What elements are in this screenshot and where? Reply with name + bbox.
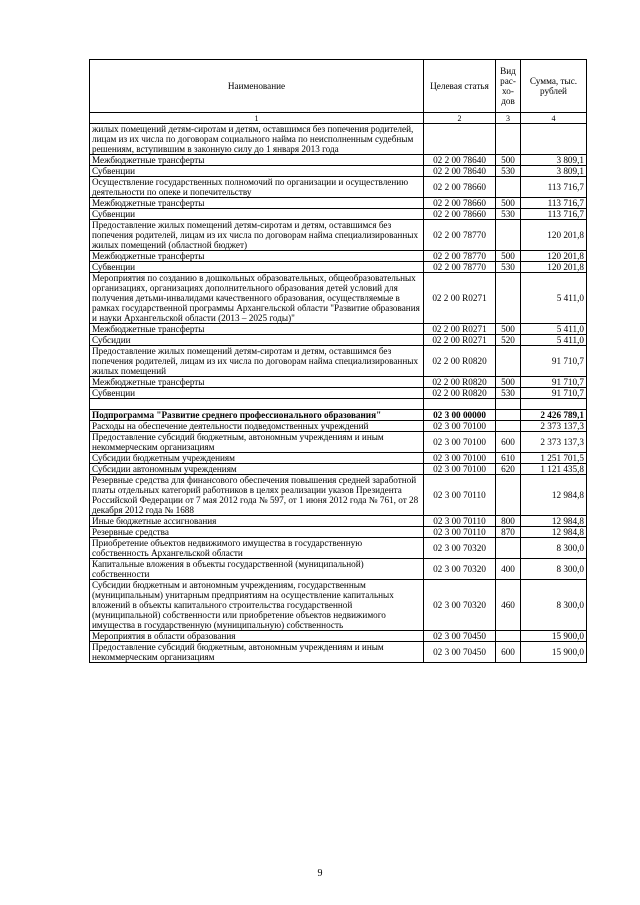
row-name-cell: Субвенции — [90, 166, 424, 177]
row-sum-cell — [521, 399, 587, 410]
row-sum-cell: 1 251 701,5 — [521, 453, 587, 464]
row-type-cell — [496, 124, 521, 155]
row-code-cell: 02 3 00 70320 — [424, 580, 496, 631]
table-row — [90, 198, 587, 209]
row-type-cell — [496, 346, 521, 377]
row-name-cell: Субвенции — [90, 209, 424, 220]
row-sum-cell: 113 716,7 — [521, 177, 587, 198]
row-code-cell: 02 2 00 78770 — [424, 220, 496, 251]
row-name-cell: Субсидии бюджетным учреждениям — [90, 453, 424, 464]
table-row — [90, 538, 587, 559]
row-code-cell: 02 3 00 70100 — [424, 421, 496, 432]
row-sum-cell: 12 984,8 — [521, 516, 587, 527]
row-type-cell: 530 — [496, 209, 521, 220]
row-name-cell: Мероприятия по созданию в дошкольных образовательных, общеобразовательных организациях, организациях дополнительного образования детей условий для получения детьми-инвалидами качественного образования, осуществляемые в рамках государственной программы Архангельской области "Развитие образования и науки Архангельской области (2013 – 2025 годы)" — [90, 273, 424, 324]
row-code-cell: 02 2 00 R0271 — [424, 273, 496, 324]
row-name-cell: Предоставление субсидий бюджетным, автономным учреждениям и иным некоммерческим организациям — [90, 642, 424, 663]
table-body — [90, 124, 587, 663]
row-code-cell: 02 2 00 78660 — [424, 177, 496, 198]
row-sum-cell: 91 710,7 — [521, 346, 587, 377]
row-code-cell: 02 2 00 R0820 — [424, 388, 496, 399]
row-sum-cell: 8 300,0 — [521, 559, 587, 580]
row-sum-cell: 8 300,0 — [521, 538, 587, 559]
row-type-cell — [496, 631, 521, 642]
row-name-cell: Предоставление жилых помещений детям-сиротам и детям, оставшимся без попечения родителей, лицам из их числа по договорам найма специализированных жилых помещений (областной бюджет) — [90, 220, 424, 251]
row-name-cell: Субсидии автономным учреждениям — [90, 464, 424, 475]
table-row — [90, 324, 587, 335]
row-sum-cell: 1 121 435,8 — [521, 464, 587, 475]
column-numbers-row — [90, 113, 587, 124]
row-name-cell: Предоставление субсидий бюджетным, автономным учреждениям и иным некоммерческим организациям — [90, 432, 424, 453]
row-type-cell: 620 — [496, 464, 521, 475]
row-name-cell: Резервные средства — [90, 527, 424, 538]
table-row — [90, 377, 587, 388]
row-code-cell: 02 3 00 70450 — [424, 642, 496, 663]
row-type-cell: 530 — [496, 166, 521, 177]
row-name-cell: Подпрограмма "Развитие среднего профессионального образования" — [90, 410, 424, 421]
row-code-cell: 02 2 00 R0820 — [424, 377, 496, 388]
row-code-cell — [424, 124, 496, 155]
table-row — [90, 580, 587, 631]
row-name-cell: Приобретение объектов недвижимого имущества в государственную собственность Архангельской области — [90, 538, 424, 559]
row-code-cell: 02 3 00 70320 — [424, 538, 496, 559]
row-sum-cell: 2 426 789,1 — [521, 410, 587, 421]
row-type-cell: 610 — [496, 453, 521, 464]
budget-table — [89, 59, 587, 663]
column-number: 2 — [424, 113, 496, 124]
row-type-cell: 460 — [496, 580, 521, 631]
table-row — [90, 220, 587, 251]
row-code-cell: 02 3 00 70100 — [424, 432, 496, 453]
row-sum-cell: 3 809,1 — [521, 155, 587, 166]
row-sum-cell: 113 716,7 — [521, 198, 587, 209]
row-sum-cell: 120 201,8 — [521, 262, 587, 273]
row-type-cell: 870 — [496, 527, 521, 538]
row-sum-cell: 15 900,0 — [521, 631, 587, 642]
row-type-cell: 500 — [496, 198, 521, 209]
table-row — [90, 399, 587, 410]
row-name-cell: Резервные средства для финансового обеспечения повышения средней заработной платы отдельных категорий работников в целях реализации указов Президента Российской Федерации от 7 мая 2012 года № 597, от 1 июня 2012 года № 761, от 28 декабря 2012 года № 1688 — [90, 475, 424, 516]
row-sum-cell: 12 984,8 — [521, 527, 587, 538]
table-row — [90, 388, 587, 399]
row-code-cell: 02 2 00 R0820 — [424, 346, 496, 377]
page-number: 9 — [317, 868, 323, 879]
row-sum-cell: 3 809,1 — [521, 166, 587, 177]
row-type-cell: 530 — [496, 388, 521, 399]
row-name-cell: Иные бюджетные ассигнования — [90, 516, 424, 527]
row-sum-cell: 8 300,0 — [521, 580, 587, 631]
row-code-cell: 02 3 00 70320 — [424, 559, 496, 580]
column-number: 4 — [521, 113, 587, 124]
row-type-cell — [496, 410, 521, 421]
row-type-cell — [496, 177, 521, 198]
row-type-cell — [496, 399, 521, 410]
table-row — [90, 335, 587, 346]
row-name-cell: Межбюджетные трансферты — [90, 251, 424, 262]
row-name-cell: Мероприятия в области образования — [90, 631, 424, 642]
row-type-cell: 500 — [496, 377, 521, 388]
table-row — [90, 421, 587, 432]
row-type-cell — [496, 475, 521, 516]
table-row — [90, 642, 587, 663]
row-type-cell: 530 — [496, 262, 521, 273]
row-type-cell: 400 — [496, 559, 521, 580]
row-code-cell: 02 2 00 78660 — [424, 209, 496, 220]
row-code-cell: 02 3 00 70450 — [424, 631, 496, 642]
row-sum-cell: 120 201,8 — [521, 251, 587, 262]
row-code-cell: 02 3 00 70100 — [424, 464, 496, 475]
header-name: Наименование — [90, 60, 424, 113]
row-code-cell: 02 2 00 78660 — [424, 198, 496, 209]
row-code-cell: 02 3 00 70110 — [424, 475, 496, 516]
table-row — [90, 527, 587, 538]
row-sum-cell: 113 716,7 — [521, 209, 587, 220]
table-header — [90, 60, 587, 124]
row-code-cell: 02 2 00 78640 — [424, 166, 496, 177]
row-sum-cell: 15 900,0 — [521, 642, 587, 663]
row-type-cell — [496, 273, 521, 324]
row-name-cell: Субвенции — [90, 262, 424, 273]
table-row — [90, 155, 587, 166]
row-name-cell: Субсидии — [90, 335, 424, 346]
table-row — [90, 432, 587, 453]
row-sum-cell: 91 710,7 — [521, 377, 587, 388]
header-type: Вид рас-хо-дов — [496, 60, 521, 113]
table-row — [90, 346, 587, 377]
row-name-cell: Межбюджетные трансферты — [90, 155, 424, 166]
row-code-cell: 02 3 00 70110 — [424, 527, 496, 538]
row-code-cell — [424, 399, 496, 410]
table-row — [90, 559, 587, 580]
row-type-cell: 500 — [496, 324, 521, 335]
row-code-cell: 02 2 00 78640 — [424, 155, 496, 166]
row-sum-cell: 5 411,0 — [521, 335, 587, 346]
row-type-cell: 800 — [496, 516, 521, 527]
table-row — [90, 464, 587, 475]
row-sum-cell: 2 373 137,3 — [521, 421, 587, 432]
row-type-cell: 600 — [496, 642, 521, 663]
row-code-cell: 02 2 00 78770 — [424, 262, 496, 273]
row-type-cell — [496, 220, 521, 251]
row-code-cell: 02 3 00 70110 — [424, 516, 496, 527]
row-sum-cell: 91 710,7 — [521, 388, 587, 399]
table-row — [90, 124, 587, 155]
table-row — [90, 631, 587, 642]
table-row — [90, 251, 587, 262]
row-code-cell: 02 2 00 R0271 — [424, 335, 496, 346]
column-number: 3 — [496, 113, 521, 124]
row-name-cell: Капитальные вложения в объекты государственной (муниципальной) собственности — [90, 559, 424, 580]
row-code-cell: 02 2 00 78770 — [424, 251, 496, 262]
table-row — [90, 453, 587, 464]
row-type-cell: 520 — [496, 335, 521, 346]
row-type-cell — [496, 421, 521, 432]
row-name-cell: Предоставление жилых помещений детям-сиротам и детям, оставшимся без попечения родителей, лицам из их числа по договорам найма специализированных жилых помещений — [90, 346, 424, 377]
row-sum-cell: 12 984,8 — [521, 475, 587, 516]
row-sum-cell — [521, 124, 587, 155]
row-name-cell: Осуществление государственных полномочий по организации и осуществлению деятельности по опеке и попечительству — [90, 177, 424, 198]
row-type-cell — [496, 538, 521, 559]
header-sum: Сумма, тыс. рублей — [521, 60, 587, 113]
row-type-cell: 500 — [496, 155, 521, 166]
table-row — [90, 475, 587, 516]
row-name-cell: Расходы на обеспечение деятельности подведомственных учреждений — [90, 421, 424, 432]
row-sum-cell: 2 373 137,3 — [521, 432, 587, 453]
row-sum-cell: 5 411,0 — [521, 273, 587, 324]
row-name-cell: жилых помещений детям-сиротам и детям, оставшимся без попечения родителей, лицам из их числа по договорам социального найма по неисполненным судебным решениям, вступившим в законную силу до 1 января 2013 года — [90, 124, 424, 155]
table-row — [90, 177, 587, 198]
row-name-cell: Субсидии бюджетным и автономным учреждениям, государственным (муниципальным) унитарным предприятиям на осуществление капитальных вложений в объекты капитального строительства государственной (муниципальной) собственности или приобретение объектов недвижимого имущества в государственную (муниципальную) собственность — [90, 580, 424, 631]
row-code-cell: 02 3 00 70100 — [424, 453, 496, 464]
row-name-cell: Субвенции — [90, 388, 424, 399]
table-row — [90, 166, 587, 177]
row-type-cell: 500 — [496, 251, 521, 262]
row-sum-cell: 5 411,0 — [521, 324, 587, 335]
row-type-cell: 600 — [496, 432, 521, 453]
table-row — [90, 209, 587, 220]
table-row — [90, 262, 587, 273]
table-row — [90, 273, 587, 324]
row-name-cell — [90, 399, 424, 410]
row-code-cell: 02 3 00 00000 — [424, 410, 496, 421]
header-code: Целевая статья — [424, 60, 496, 113]
row-code-cell: 02 2 00 R0271 — [424, 324, 496, 335]
table-row — [90, 516, 587, 527]
row-sum-cell: 120 201,8 — [521, 220, 587, 251]
table-row — [90, 410, 587, 421]
row-name-cell: Межбюджетные трансферты — [90, 377, 424, 388]
column-number: 1 — [90, 113, 424, 124]
row-name-cell: Межбюджетные трансферты — [90, 324, 424, 335]
row-name-cell: Межбюджетные трансферты — [90, 198, 424, 209]
